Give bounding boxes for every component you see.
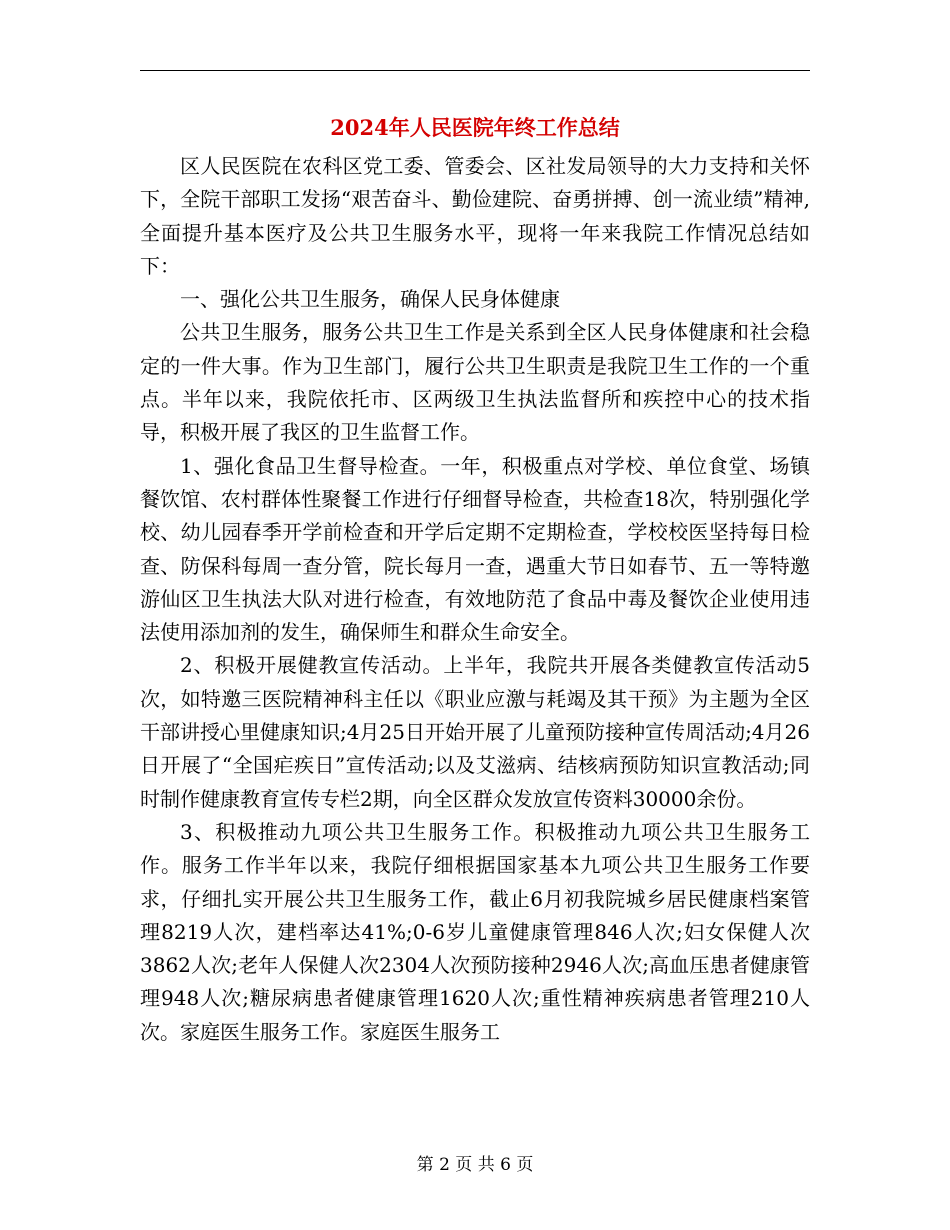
header-rule — [140, 70, 810, 71]
intro-paragraph: 区人民医院在农科区党工委、管委会、区社发局领导的大力支持和关怀下，全院干部职工发扬“艰苦奋斗、勤俭建院、奋勇拼搏、创一流业绩”精神,全面提升基本医疗及公共卫生服务水平，现将一年来我院工作情况总结如下： — [140, 154, 810, 278]
page-label-prefix: 第 — [416, 1155, 434, 1175]
page-footer — [0, 1152, 950, 1178]
section-heading: 一、强化公共卫生服务，确保人民身体健康 — [180, 287, 560, 312]
body-paragraph: 公共卫生服务，服务公共卫生工作是关系到全区人民身体健康和社会稳定的一件大事。作为卫生部门，履行公共卫生职责是我院卫生工作的一个重点。半年以来，我院依托市、区两级卫生执法监督所和疾控中心的技术指导，积极开展了我区的卫生监督工作。 — [140, 320, 810, 445]
page-label-mid: 页 — [455, 1155, 473, 1175]
total-pages-number: 6 — [500, 1155, 511, 1175]
body-paragraph: 1、强化食品卫生督导检查。一年，积极重点对学校、单位食堂、场镇餐饮馆、农村群体性聚餐工作进行仔细督导检查，共检查18次，特别强化学校、幼儿园春季开学前检查和开学后定期不定期检查，学校校医坚持每日检查、防保科每周一查分管，院长每月一查，遇重大节日如春节、五一等特邀游仙区卫生执法大队对进行检查，有效地防范了食品中毒及餐饮企业使用违法使用添加剂的发生，确保师生和群众生命安全。 — [140, 453, 810, 645]
body-paragraph: 3、积极推动九项公共卫生服务工作。积极推动九项公共卫生服务工作。服务工作半年以来，我院仔细根据国家基本九项公共卫生服务工作要求，仔细扎实开展公共卫生服务工作，截止6月初我院城乡居民健康档案管理8219人次，建档率达41%;0-6岁儿童健康管理846人次;妇女保健人次3862人次;老年人保健人次2304人次预防接种2946人次;高血压患者健康管理948人次;糖尿病患者健康管理1620人次;重性精神疾病患者管理210人次。家庭医生服务工作。家庭医生服务工 — [140, 819, 810, 1044]
body-paragraph: 2、积极开展健教宣传活动。上半年，我院共开展各类健教宣传活动5次，如特邀三医院精神科主任以《职业应激与耗竭及其干预》为主题为全区干部讲授心里健康知识;4月25日开始开展了儿童预防接种宣传周活动;4月26日开展了“全国疟疾日”宣传活动;以及艾滋病、结核病预防知识宣教活动;同时制作健康教育宣传专栏2期，向全区群众发放宣传资料30000余份。 — [140, 653, 810, 811]
page-label-suffix: 页 — [516, 1155, 534, 1175]
current-page-number: 2 — [439, 1155, 450, 1175]
document-body — [140, 150, 810, 1049]
document-title: 2024年人民医院年终工作总结 — [330, 115, 620, 140]
total-label: 共 — [477, 1155, 495, 1175]
